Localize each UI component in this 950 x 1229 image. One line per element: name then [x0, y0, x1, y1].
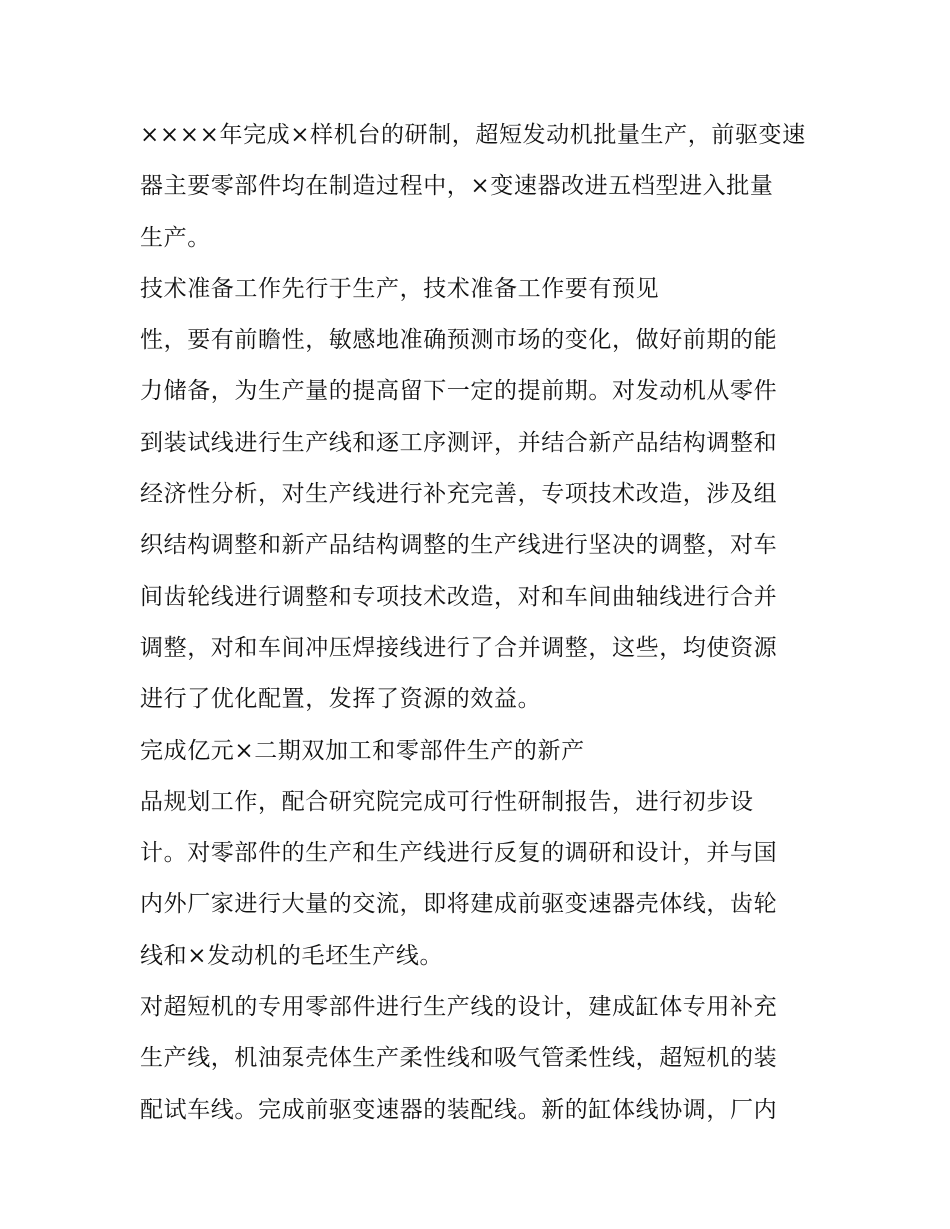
text-line: 生产。 — [140, 224, 211, 251]
text-line: 力储备，为生产量的提高留下一定的提前期。对发动机从零件 — [140, 378, 778, 405]
text-line: 到装试线进行生产线和逐工序测评，并结合新产品结构调整和 — [140, 429, 778, 456]
text-line: 性，要有前瞻性，敏感地准确预测市场的变化，做好前期的能 — [140, 327, 778, 354]
text-line: 织结构调整和新产品结构调整的生产线进行坚决的调整，对车 — [140, 532, 778, 559]
text-line: 对超短机的专用零部件进行生产线的设计，建成缸体专用补充 — [140, 994, 778, 1021]
text-line: 计。对零部件的生产和生产线进行反复的调研和设计，并与国 — [140, 840, 778, 867]
document-body — [140, 110, 820, 1136]
text-line: 技术准备工作先行于生产，技术准备工作要有预见 — [140, 275, 660, 302]
text-line: 进行了优化配置，发挥了资源的效益。 — [140, 686, 542, 713]
text-line: ××××年完成×样机台的研制，超短发动机批量生产，前驱变速 — [140, 122, 806, 148]
text-line: 调整，对和车间冲压焊接线进行了合并调整，这些，均使资源 — [140, 634, 778, 661]
text-line: 线和×发动机的毛坯生产线。 — [140, 942, 444, 969]
text-line: 经济性分析，对生产线进行补充完善，专项技术改造，涉及组 — [140, 481, 778, 508]
text-line: 间齿轮线进行调整和专项技术改造，对和车间曲轴线进行合并 — [140, 583, 778, 610]
text-line: 器主要零部件均在制造过程中，×变速器改进五档型进入批量 — [140, 173, 774, 200]
text-line: 生产线，机油泵壳体生产柔性线和吸气管柔性线，超短机的装 — [140, 1045, 778, 1072]
text-line: 配试车线。完成前驱变速器的装配线。新的缸体线协调，厂内 — [140, 1096, 778, 1123]
text-line: 内外厂家进行大量的交流，即将建成前驱变速器壳体线，齿轮 — [140, 891, 778, 918]
text-line: 完成亿元×二期双加工和零部件生产的新产 — [140, 737, 585, 764]
text-line: 品规划工作，配合研究院完成可行性研制报告，进行初步设 — [140, 788, 754, 815]
